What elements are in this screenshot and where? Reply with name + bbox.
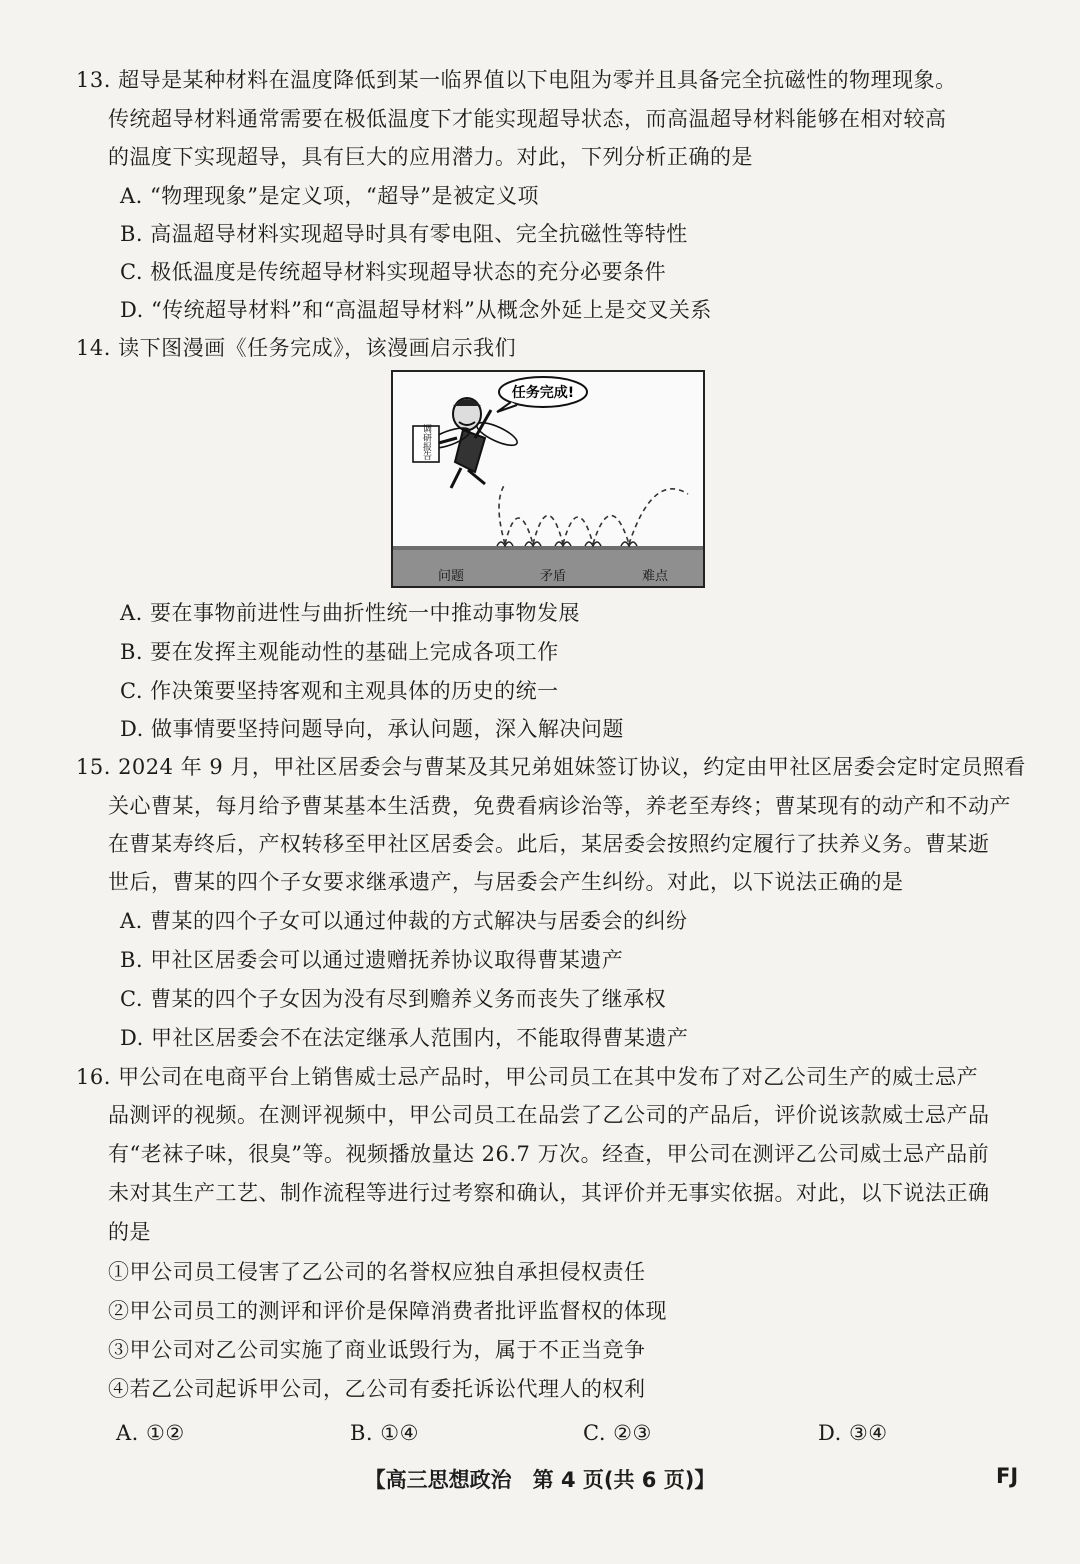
cartoon-task-completed	[391, 370, 705, 588]
q16-statement-2: ②甲公司员工的测评和评价是保障消费者批评监督权的体现	[108, 1299, 667, 1323]
q16-statement-3: ③甲公司对乙公司实施了商业诋毁行为，属于不正当竞争	[108, 1338, 646, 1362]
jumping-figure	[426, 398, 520, 488]
q13-option-d: D. “传统超导材料”和“高温超导材料”从概念外延上是交叉关系	[120, 298, 712, 322]
q14-option-d: D. 做事情要坚持问题导向，承认问题，深入解决问题	[120, 717, 624, 741]
q16-choice-a: A. ①②	[116, 1421, 185, 1445]
ground-label-contradiction: 矛盾	[539, 569, 567, 584]
q15-stem-line-1: 15. 2024 年 9 月，甲社区居委会与曹某及其兄弟姐妹签订协议，约定由甲社区居委会定时定员照看	[76, 755, 1026, 779]
q13-stem-line-1: 13. 超导是某种材料在温度降低到某一临界值以下电阻为零并且具备完全抗磁性的物理现象。	[76, 68, 957, 92]
q15-option-a: A. 曹某的四个子女可以通过仲裁的方式解决与居委会的纠纷	[120, 909, 688, 933]
q14-option-c: C. 作决策要坚持客观和主观具体的历史的统一	[120, 679, 559, 703]
q15-stem-line-2: 关心曹某，每月给予曹某基本生活费，免费看病诊治等，养老至寿终；曹某现有的动产和不动产	[108, 794, 1011, 818]
ground-label-difficulty: 难点	[641, 569, 669, 584]
q13-stem-line-2: 传统超导材料通常需要在极低温度下才能实现超导状态，而高温超导材料能够在相对较高	[108, 107, 947, 131]
q16-statement-1: ①甲公司员工侵害了乙公司的名誉权应独自承担侵权责任	[108, 1260, 646, 1284]
q15-stem-line-4: 世后，曹某的四个子女要求继承遗产，与居委会产生纠纷。对此，以下说法正确的是	[108, 870, 904, 894]
splash-marks	[497, 542, 637, 546]
page-footer: 【高三思想政治 第 4 页(共 6 页)】	[364, 1468, 716, 1492]
q15-option-b: B. 甲社区居委会可以通过遗赠抚养协议取得曹某遗产	[120, 948, 624, 972]
hop-trajectory	[499, 484, 688, 544]
q14-stem: 14. 读下图漫画《任务完成》，该漫画启示我们	[76, 336, 517, 360]
footer-code: FJ	[996, 1464, 1019, 1488]
q16-choice-b: B. ①④	[350, 1421, 419, 1445]
q13-option-a: A. “物理现象”是定义项，“超导”是被定义项	[120, 184, 539, 208]
q16-stem-line-1: 16. 甲公司在电商平台上销售威士忌产品时，甲公司员工在其中发布了对乙公司生产的威士忌产	[76, 1065, 979, 1089]
q13-stem-line-3: 的温度下实现超导，具有巨大的应用潜力。对此，下列分析正确的是	[108, 145, 753, 169]
q13-option-b: B. 高温超导材料实现超导时具有零电阻、完全抗磁性等特性	[120, 222, 688, 246]
q16-choice-d: D. ③④	[818, 1421, 888, 1445]
ground-label-problem: 问题	[437, 569, 465, 584]
speech-text: 任务完成!	[511, 385, 575, 401]
q15-option-d: D. 甲社区居委会不在法定继承人范围内，不能取得曹某遗产	[120, 1026, 689, 1050]
q15-stem-line-3: 在曹某寿终后，产权转移至甲社区居委会。此后，某居委会按照约定履行了扶养义务。曹某逝	[108, 832, 990, 856]
q16-stem-line-5: 的是	[108, 1220, 151, 1244]
q16-choice-c: C. ②③	[583, 1421, 652, 1445]
q16-stem-line-3: 有“老袜子味，很臭”等。视频播放量达 26.7 万次。经查，甲公司在测评乙公司威士忌产品前	[108, 1142, 990, 1166]
q16-statement-4: ④若乙公司起诉甲公司，乙公司有委托诉讼代理人的权利	[108, 1377, 646, 1401]
q16-stem-line-4: 未对其生产工艺、制作流程等进行过考察和确认，其评价并无事实依据。对此，以下说法正确	[108, 1181, 990, 1205]
q13-option-c: C. 极低温度是传统超导材料实现超导状态的充分必要条件	[120, 260, 667, 284]
q16-stem-line-2: 品测评的视频。在测评视频中，甲公司员工在品尝了乙公司的产品后，评价说该款威士忌产品	[108, 1103, 990, 1127]
q14-option-a: A. 要在事物前进性与曲折性统一中推动事物发展	[120, 601, 581, 625]
q14-option-b: B. 要在发挥主观能动性的基础上完成各项工作	[120, 640, 559, 664]
report-label: 调研报告	[421, 424, 431, 460]
q15-option-c: C. 曹某的四个子女因为没有尽到赡养义务而丧失了继承权	[120, 987, 667, 1011]
